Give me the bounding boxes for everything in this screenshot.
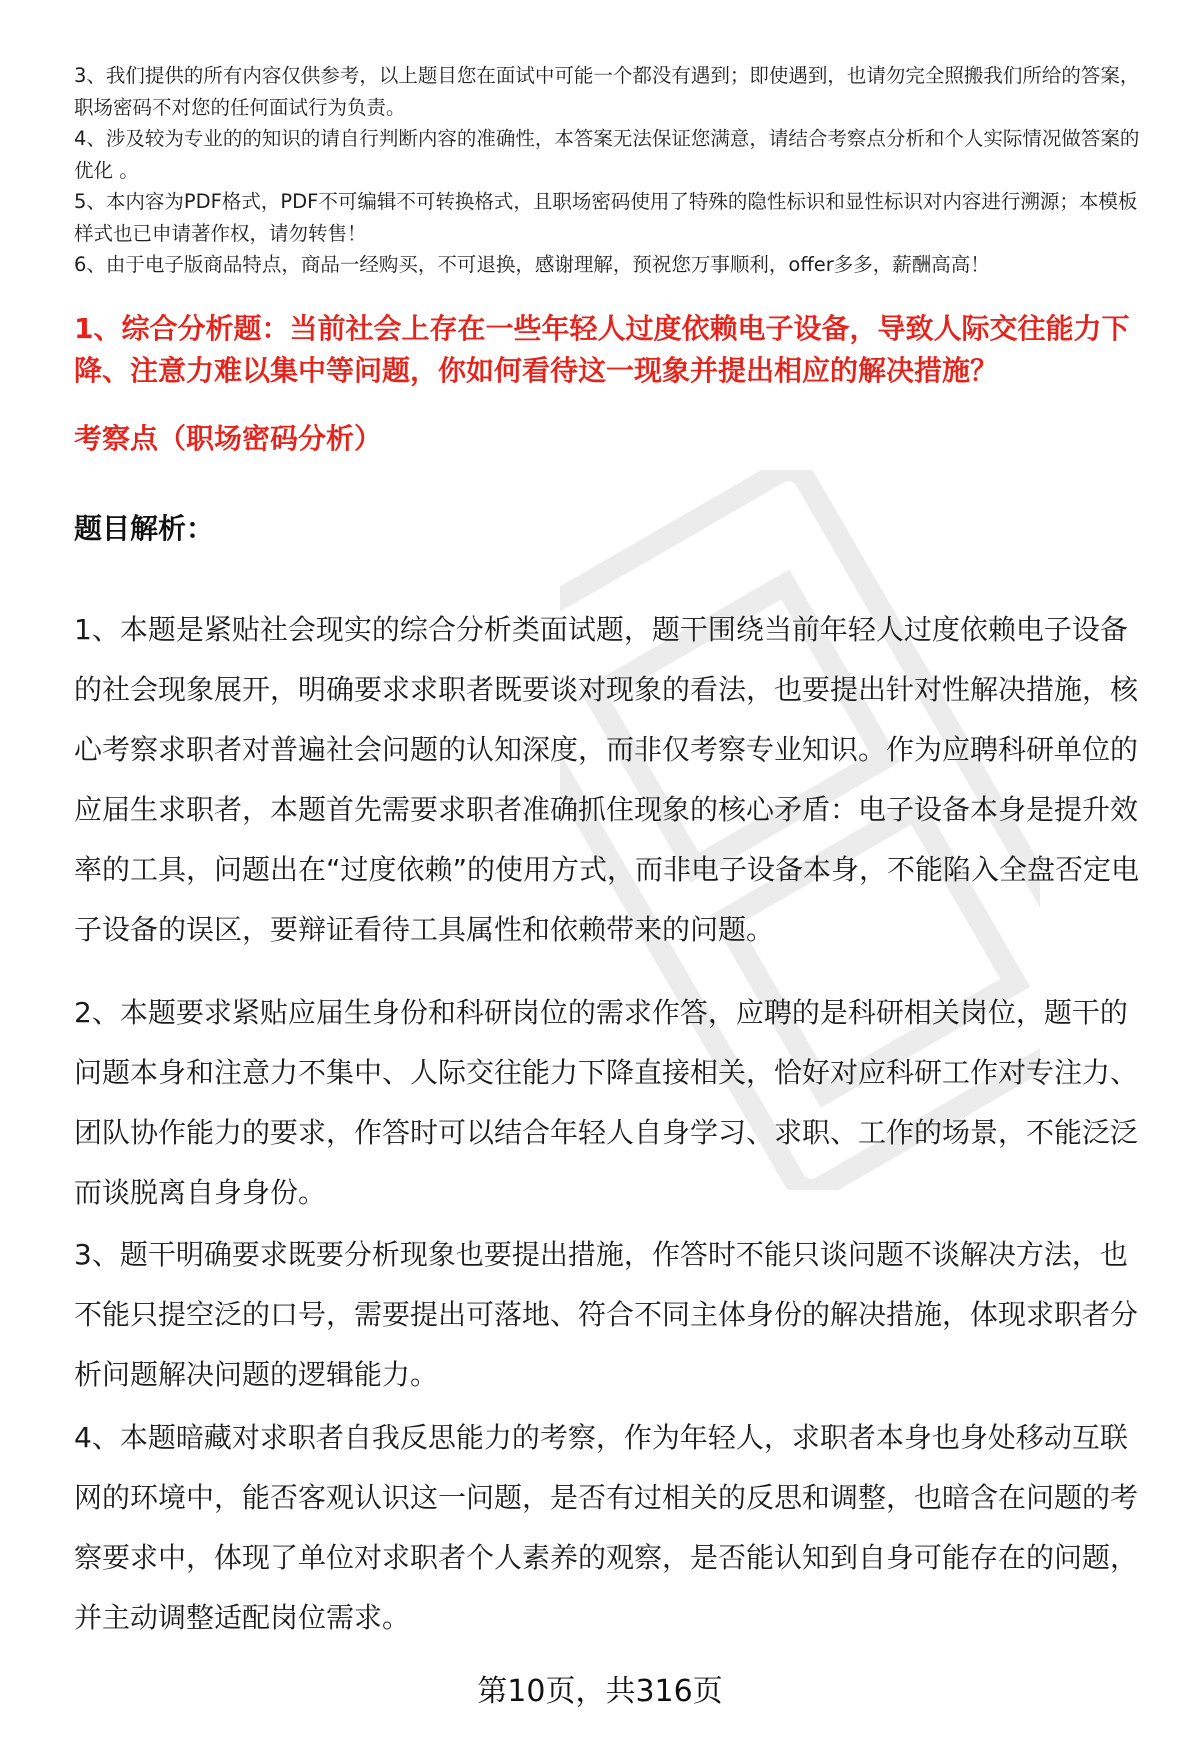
analysis-paragraph: 3、题干明确要求既要分析现象也要提出措施，作答时不能只谈问题不谈解决方法，也不能只提空泛的口号，需要提出可落地、符合不同主体身份的解决措施，体现求职者分析问题解决问题的逻辑能力。 [74,1238,1139,1391]
note-item: 3、我们提供的所有内容仅供参考，以上题目您在面试中可能一个都没有遇到；即使遇到，也请勿完全照搬我们所给的答案，职场密码不对您的任何面试行为负责。 [74,64,1140,119]
analysis-paragraph: 4、本题暗藏对求职者自我反思能力的考察，作为年轻人，求职者本身也身处移动互联网的环境中，能否客观认识这一问题，是否有过相关的反思和调整，也暗含在问题的考察要求中，体现了单位对求职者个人素养的观察，是否能认知到自身可能存在的问题，并主动调整适配岗位需求。 [74,1421,1139,1634]
analysis-paragraph: 2、本题要求紧贴应届生身份和科研岗位的需求作答，应聘的是科研相关岗位，题干的问题本身和注意力不集中、人际交往能力下降直接相关，恰好对应科研工作对专注力、团队协作能力的要求，作答时可以结合年轻人自身学习、求职、工作的场景，不能泛泛而谈脱离自身身份。 [74,996,1139,1209]
assessment-point-heading: 考察点（职场密码分析） [74,422,383,455]
disclaimer-notes [74,60,1154,281]
question-title: 1、综合分析题：当前社会上存在一些年轻人过度依赖电子设备，导致人际交往能力下降、注意力难以集中等问题，你如何看待这一现象并提出相应的解决措施？ [74,312,1130,387]
note-item: 6、由于电子版商品特点，商品一经购买，不可退换，感谢理解，预祝您万事顺利，offer多多，薪酬高高！ [74,253,990,276]
analysis-paragraph: 1、本题是紧贴社会现实的综合分析类面试题，题干围绕当前年轻人过度依赖电子设备的社会现象展开，明确要求求职者既要谈对现象的看法，也要提出针对性解决措施，核心考察求职者对普遍社会问题的认知深度，而非仅考察专业知识。作为应聘科研单位的应届生求职者，本题首先需要求职者准确抓住现象的核心矛盾：电子设备本身是提升效率的工具，问题出在“过度依赖”的使用方式，而非电子设备本身，不能陷入全盘否定电子设备的误区，要辩证看待工具属性和依赖带来的问题。 [74,613,1140,946]
page-number: 第10页，共316页 [477,1674,723,1709]
analysis-heading: 题目解析： [74,512,215,545]
note-item: 5、本内容为PDF格式，PDF不可编辑不可转换格式，且职场密码使用了特殊的隐性标识和显性标识对内容进行溯源；本模板样式也已申请著作权，请勿转售！ [74,190,1138,245]
note-item: 4、涉及较为专业的的知识的请自行判断内容的准确性，本答案无法保证您满意，请结合考察点分析和个人实际情况做答案的优化 。 [74,127,1140,182]
